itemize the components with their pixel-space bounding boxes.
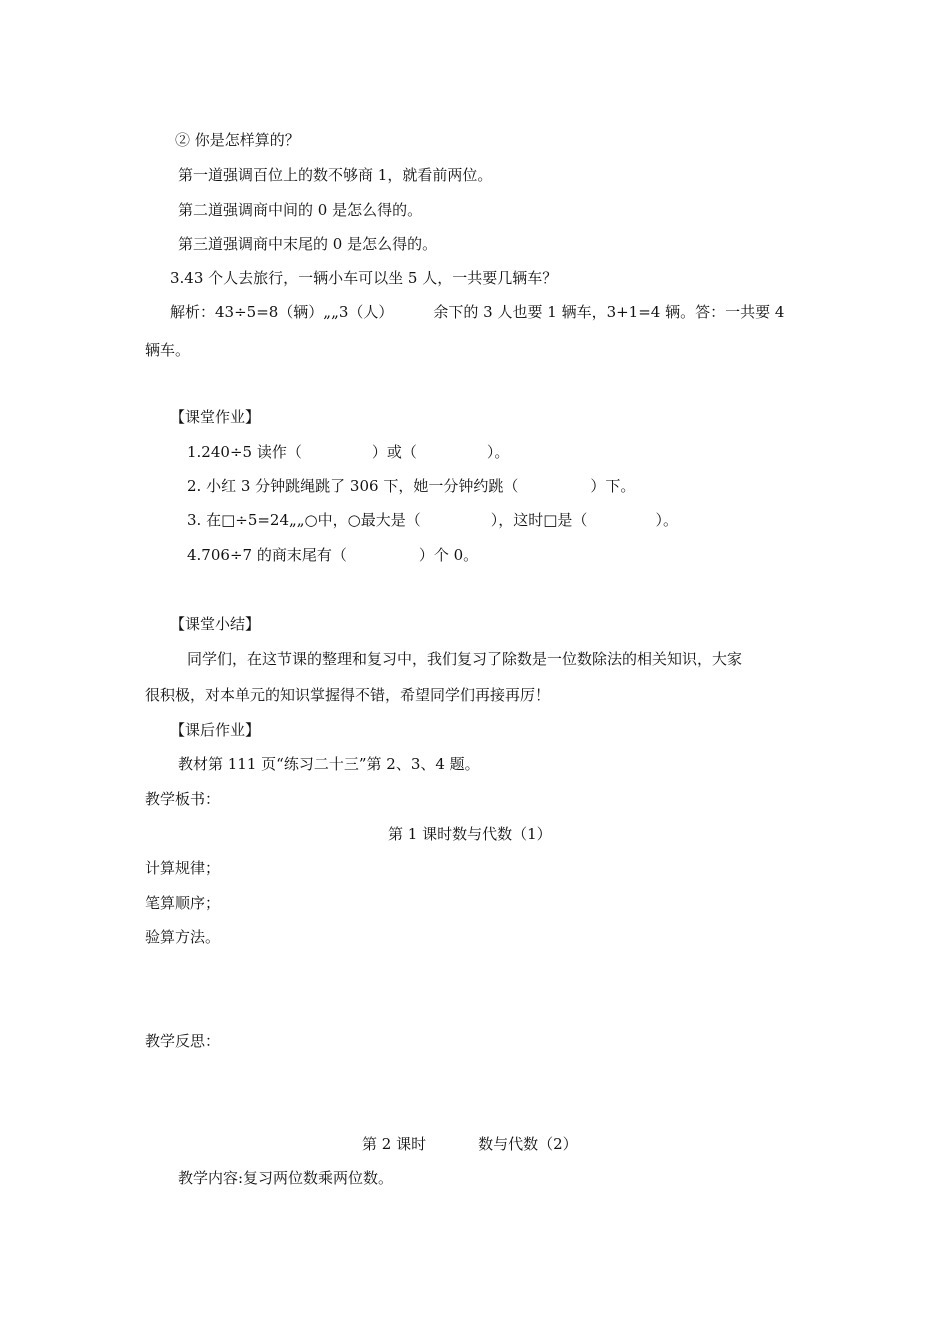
reflection-label: 教学反思： xyxy=(145,1032,221,1050)
analysis-line xyxy=(170,302,784,322)
item3-part-a: 3. 在□÷5=24„„○中，○最大是（ xyxy=(187,511,421,529)
classwork-item-2 xyxy=(187,476,635,496)
classwork-heading: 【课堂作业】 xyxy=(170,408,261,426)
item1-part-b: ）或（ xyxy=(371,443,417,461)
lesson2-title xyxy=(362,1134,578,1154)
board-order: 笔算顺序； xyxy=(145,894,221,912)
homework-text: 教材第 111 页“练习二十三”第 2、3、4 题。 xyxy=(178,755,480,773)
item4-part-b: ）个 0。 xyxy=(418,546,479,564)
lesson2-title-part-b: 数与代数（2） xyxy=(478,1135,578,1153)
analysis-part-b: 余下的 3 人也要 1 辆车，3+1=4 辆。答：一共要 4 xyxy=(433,303,785,321)
lesson2-title-part-a: 第 2 课时 xyxy=(362,1135,427,1153)
second-emphasis: 第二道强调商中间的 0 是怎么得的。 xyxy=(178,201,423,219)
analysis-continuation: 辆车。 xyxy=(145,341,191,359)
board-rule: 计算规律； xyxy=(145,859,221,877)
item3-part-b: ），这时□是（ xyxy=(490,511,588,529)
board-check: 验算方法。 xyxy=(145,928,221,946)
first-emphasis: 第一道强调百位上的数不够商 1，就看前两位。 xyxy=(178,166,493,184)
homework-heading: 【课后作业】 xyxy=(170,721,261,739)
problem-3: 3.43 个人去旅行，一辆小车可以坐 5 人，一共要几辆车？ xyxy=(170,269,558,287)
classwork-item-1 xyxy=(187,442,509,462)
classwork-item-3 xyxy=(187,510,678,530)
item2-part-a: 2. 小红 3 分钟跳绳跳了 306 下，她一分钟约跳（ xyxy=(187,477,519,495)
item1-part-a: 1.240÷5 读作（ xyxy=(187,443,302,461)
item3-part-c: ）。 xyxy=(655,511,678,529)
item1-part-c: ）。 xyxy=(486,443,510,461)
classwork-item-4 xyxy=(187,545,478,565)
board-title: 第 1 课时数与代数（1） xyxy=(388,825,552,843)
lesson2-content: 教学内容:复习两位数乘两位数。 xyxy=(178,1169,394,1187)
question-2: ② 你是怎样算的？ xyxy=(175,131,300,149)
third-emphasis: 第三道强调商中末尾的 0 是怎么得的。 xyxy=(178,235,438,253)
summary-text-1: 同学们，在这节课的整理和复习中，我们复习了除数是一位数除法的相关知识，大家 xyxy=(187,650,743,668)
item2-part-b: ）下。 xyxy=(590,477,636,495)
analysis-part-a: 解析：43÷5=8（辆）„„3（人） xyxy=(170,303,394,321)
board-label: 教学板书： xyxy=(145,790,221,808)
summary-text-2: 很积极，对本单元的知识掌握得不错，希望同学们再接再厉！ xyxy=(145,686,551,704)
item4-part-a: 4.706÷7 的商末尾有（ xyxy=(187,546,347,564)
summary-heading: 【课堂小结】 xyxy=(170,615,261,633)
